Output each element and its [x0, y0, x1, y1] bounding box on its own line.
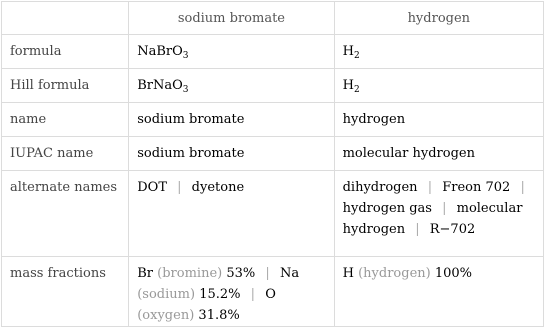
- separator: |: [520, 180, 525, 195]
- alternate-name: molecular hydrogen: [342, 201, 523, 237]
- column-header-sodium-bromate: sodium bromate: [129, 2, 334, 35]
- table-row-iupac-name: [2, 137, 544, 171]
- formula-hydrogen: [334, 35, 543, 69]
- row-label-alternate-names: alternate names: [2, 171, 129, 257]
- formula-subscript: 3: [182, 51, 189, 61]
- name-sodium-bromate: sodium bromate: [129, 103, 334, 137]
- hill-formula-hydrogen: [334, 69, 543, 103]
- element-symbol: Br: [137, 266, 154, 281]
- formula-main: H: [342, 78, 354, 93]
- separator: |: [415, 222, 420, 237]
- table-row-formula: [2, 35, 544, 69]
- alternate-name: Freon 702: [442, 180, 511, 195]
- element-name: (oxygen): [137, 308, 195, 323]
- header-row: [2, 2, 544, 35]
- iupac-name-hydrogen: molecular hydrogen: [334, 137, 543, 171]
- iupac-name-sodium-bromate: sodium bromate: [129, 137, 334, 171]
- formula-subscript: 2: [353, 51, 360, 61]
- formula-main: BrNaO: [137, 78, 183, 93]
- name-hydrogen: hydrogen: [334, 103, 543, 137]
- table-row-mass-fractions: [2, 257, 544, 327]
- element-symbol: O: [265, 287, 276, 302]
- row-label-mass-fractions: mass fractions: [2, 257, 129, 327]
- alternate-name: R−702: [429, 222, 476, 237]
- mass-fraction-value: 15.2%: [199, 287, 241, 302]
- separator: |: [427, 180, 433, 195]
- mass-fraction-value: 53%: [226, 266, 256, 281]
- alternate-name: DOT: [137, 180, 167, 195]
- separator: |: [177, 180, 182, 195]
- mass-fraction-value: 31.8%: [198, 308, 240, 323]
- element-name: (hydrogen): [358, 266, 431, 281]
- alternate-name: dihydrogen: [342, 180, 418, 195]
- mass-fraction-value: 100%: [434, 266, 473, 281]
- mass-fractions-hydrogen: [334, 257, 543, 327]
- formula-subscript: 3: [182, 85, 189, 95]
- corner-cell: [2, 2, 129, 35]
- row-label-hill-formula: Hill formula: [2, 69, 129, 103]
- mass-fractions-sodium-bromate: [129, 257, 334, 327]
- hill-formula-sodium-bromate: [129, 69, 334, 103]
- formula-main: H: [342, 44, 354, 59]
- alternate-names-hydrogen: [334, 171, 543, 257]
- row-label-formula: formula: [2, 35, 129, 69]
- element-symbol: H: [342, 266, 354, 281]
- properties-table: [1, 1, 544, 327]
- column-header-hydrogen: hydrogen: [334, 2, 543, 35]
- table-row-alternate-names: [2, 171, 544, 257]
- element-symbol: Na: [279, 266, 300, 281]
- row-label-iupac-name: IUPAC name: [2, 137, 129, 171]
- alternate-names-sodium-bromate: [129, 171, 334, 257]
- separator: |: [265, 266, 270, 281]
- element-name: (bromine): [157, 266, 223, 281]
- element-name: (sodium): [137, 287, 196, 302]
- alternate-name: dyetone: [191, 180, 245, 195]
- alternate-name: hydrogen gas: [342, 201, 432, 216]
- table-row-hill-formula: [2, 69, 544, 103]
- separator: |: [250, 287, 256, 302]
- formula-sodium-bromate: [129, 35, 334, 69]
- row-label-name: name: [2, 103, 129, 137]
- formula-subscript: 2: [353, 85, 360, 95]
- separator: |: [442, 201, 447, 216]
- table-row-name: [2, 103, 544, 137]
- formula-main: NaBrO: [137, 44, 183, 59]
